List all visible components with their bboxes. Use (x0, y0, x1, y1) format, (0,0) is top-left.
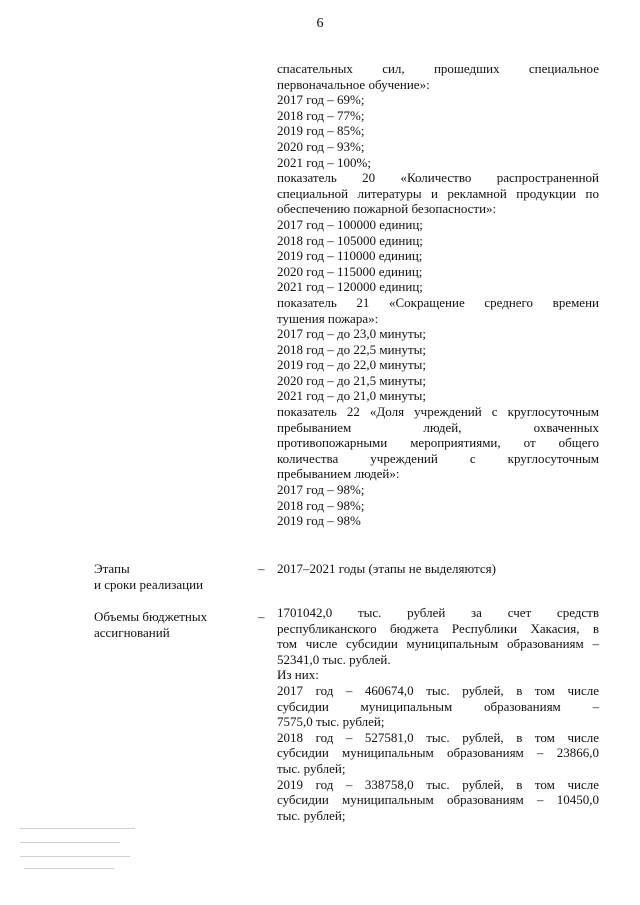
text-line: 2017 год – до 23,0 минуты; (277, 326, 427, 342)
text-line: 2018 год – 98%; (277, 497, 365, 513)
text-line: республиканского бюджета Республики Хакасия, в (277, 620, 599, 636)
text-line: субсидии муниципальным образованиям – 23866,0 (277, 745, 599, 761)
text-line: субсидии муниципальным образованиям – (277, 698, 599, 714)
text-line: первоначальное обучение»: (277, 76, 430, 92)
text-line: специальной литературы и рекламной продукции по (277, 185, 599, 201)
text-line: 2019 год – 338758,0 тыс. рублей, в том числе (277, 776, 599, 792)
text-line: показатель 21 «Сокращение среднего времени (277, 294, 599, 310)
text-line: 1701042,0 тыс. рублей за счет средств (277, 605, 599, 620)
budget-label-line1: Объемы бюджетных (94, 609, 208, 624)
text-line: 2019 год – 98% (277, 513, 361, 529)
text-line: субсидии муниципальным образованиям – 10450,0 (277, 792, 599, 808)
text-line: показатель 22 «Доля учреждений с круглосуточным (277, 404, 599, 420)
text-line: 2019 год – 85%; (277, 123, 365, 139)
text-line: том числе субсидии муниципальным образованиям – (277, 636, 599, 652)
text-line: 2021 год – 120000 единиц; (277, 279, 423, 295)
text-line: 2020 год – 93%; (277, 138, 365, 154)
text-line: 2017 год – 98%; (277, 482, 365, 498)
text-line: 7575,0 тыс. рублей; (277, 714, 385, 730)
text-line: 2017 год – 69%; (277, 92, 365, 108)
text-line: спасательных сил, прошедших специальное (277, 61, 599, 76)
text-line: пребыванием людей»: (277, 466, 400, 482)
text-line: 2021 год – 100%; (277, 154, 371, 170)
indicators-text (277, 61, 599, 529)
budget-text (277, 605, 599, 823)
text-line: показатель 20 «Количество распространенной (277, 170, 599, 186)
stages-label (94, 561, 203, 593)
text-line: тыс. рублей; (277, 760, 346, 776)
text-line: Из них: (277, 667, 319, 683)
text-line: 52341,0 тыс. рублей. (277, 651, 391, 667)
text-line: обеспечению пожарной безопасности»: (277, 201, 497, 217)
budget-label-line2: ассигнований (94, 625, 170, 640)
text-line: тыс. рублей; (277, 807, 346, 823)
text-line: 2018 год – 77%; (277, 107, 365, 123)
text-line: 2020 год – 115000 единиц; (277, 263, 423, 279)
text-line: пребыванием людей, охваченных (277, 419, 599, 435)
text-line: 2019 год – 110000 единиц; (277, 248, 423, 264)
text-line: противопожарными мероприятиями, от общего (277, 435, 599, 451)
stages-label-line1: Этапы (94, 561, 130, 576)
text-line: 2021 год – до 21,0 минуты; (277, 388, 427, 404)
text-line: 2018 год – 527581,0 тыс. рублей, в том числе (277, 729, 599, 745)
budget-label (94, 609, 207, 641)
stages-label-line2: и сроки реализации (94, 577, 204, 592)
text-line: 2017 год – 460674,0 тыс. рублей, в том числе (277, 682, 599, 698)
text-line: 2017 год – 100000 единиц; (277, 216, 423, 232)
text-line: 2018 год – 105000 единиц; (277, 232, 423, 248)
text-line: 2019 год – до 22,0 минуты; (277, 357, 427, 373)
text-line: количества учреждений с круглосуточным (277, 450, 599, 466)
page-number: 6 (316, 16, 324, 31)
text-line: 2018 год – до 22,5 минуты; (277, 341, 427, 357)
text-line: 2020 год – до 21,5 минуты; (277, 372, 427, 388)
stages-value: 2017–2021 годы (этапы не выделяются) (277, 561, 496, 576)
stages-dash: – (258, 561, 265, 576)
budget-dash: – (258, 609, 265, 624)
text-line: тушения пожара»: (277, 310, 379, 326)
